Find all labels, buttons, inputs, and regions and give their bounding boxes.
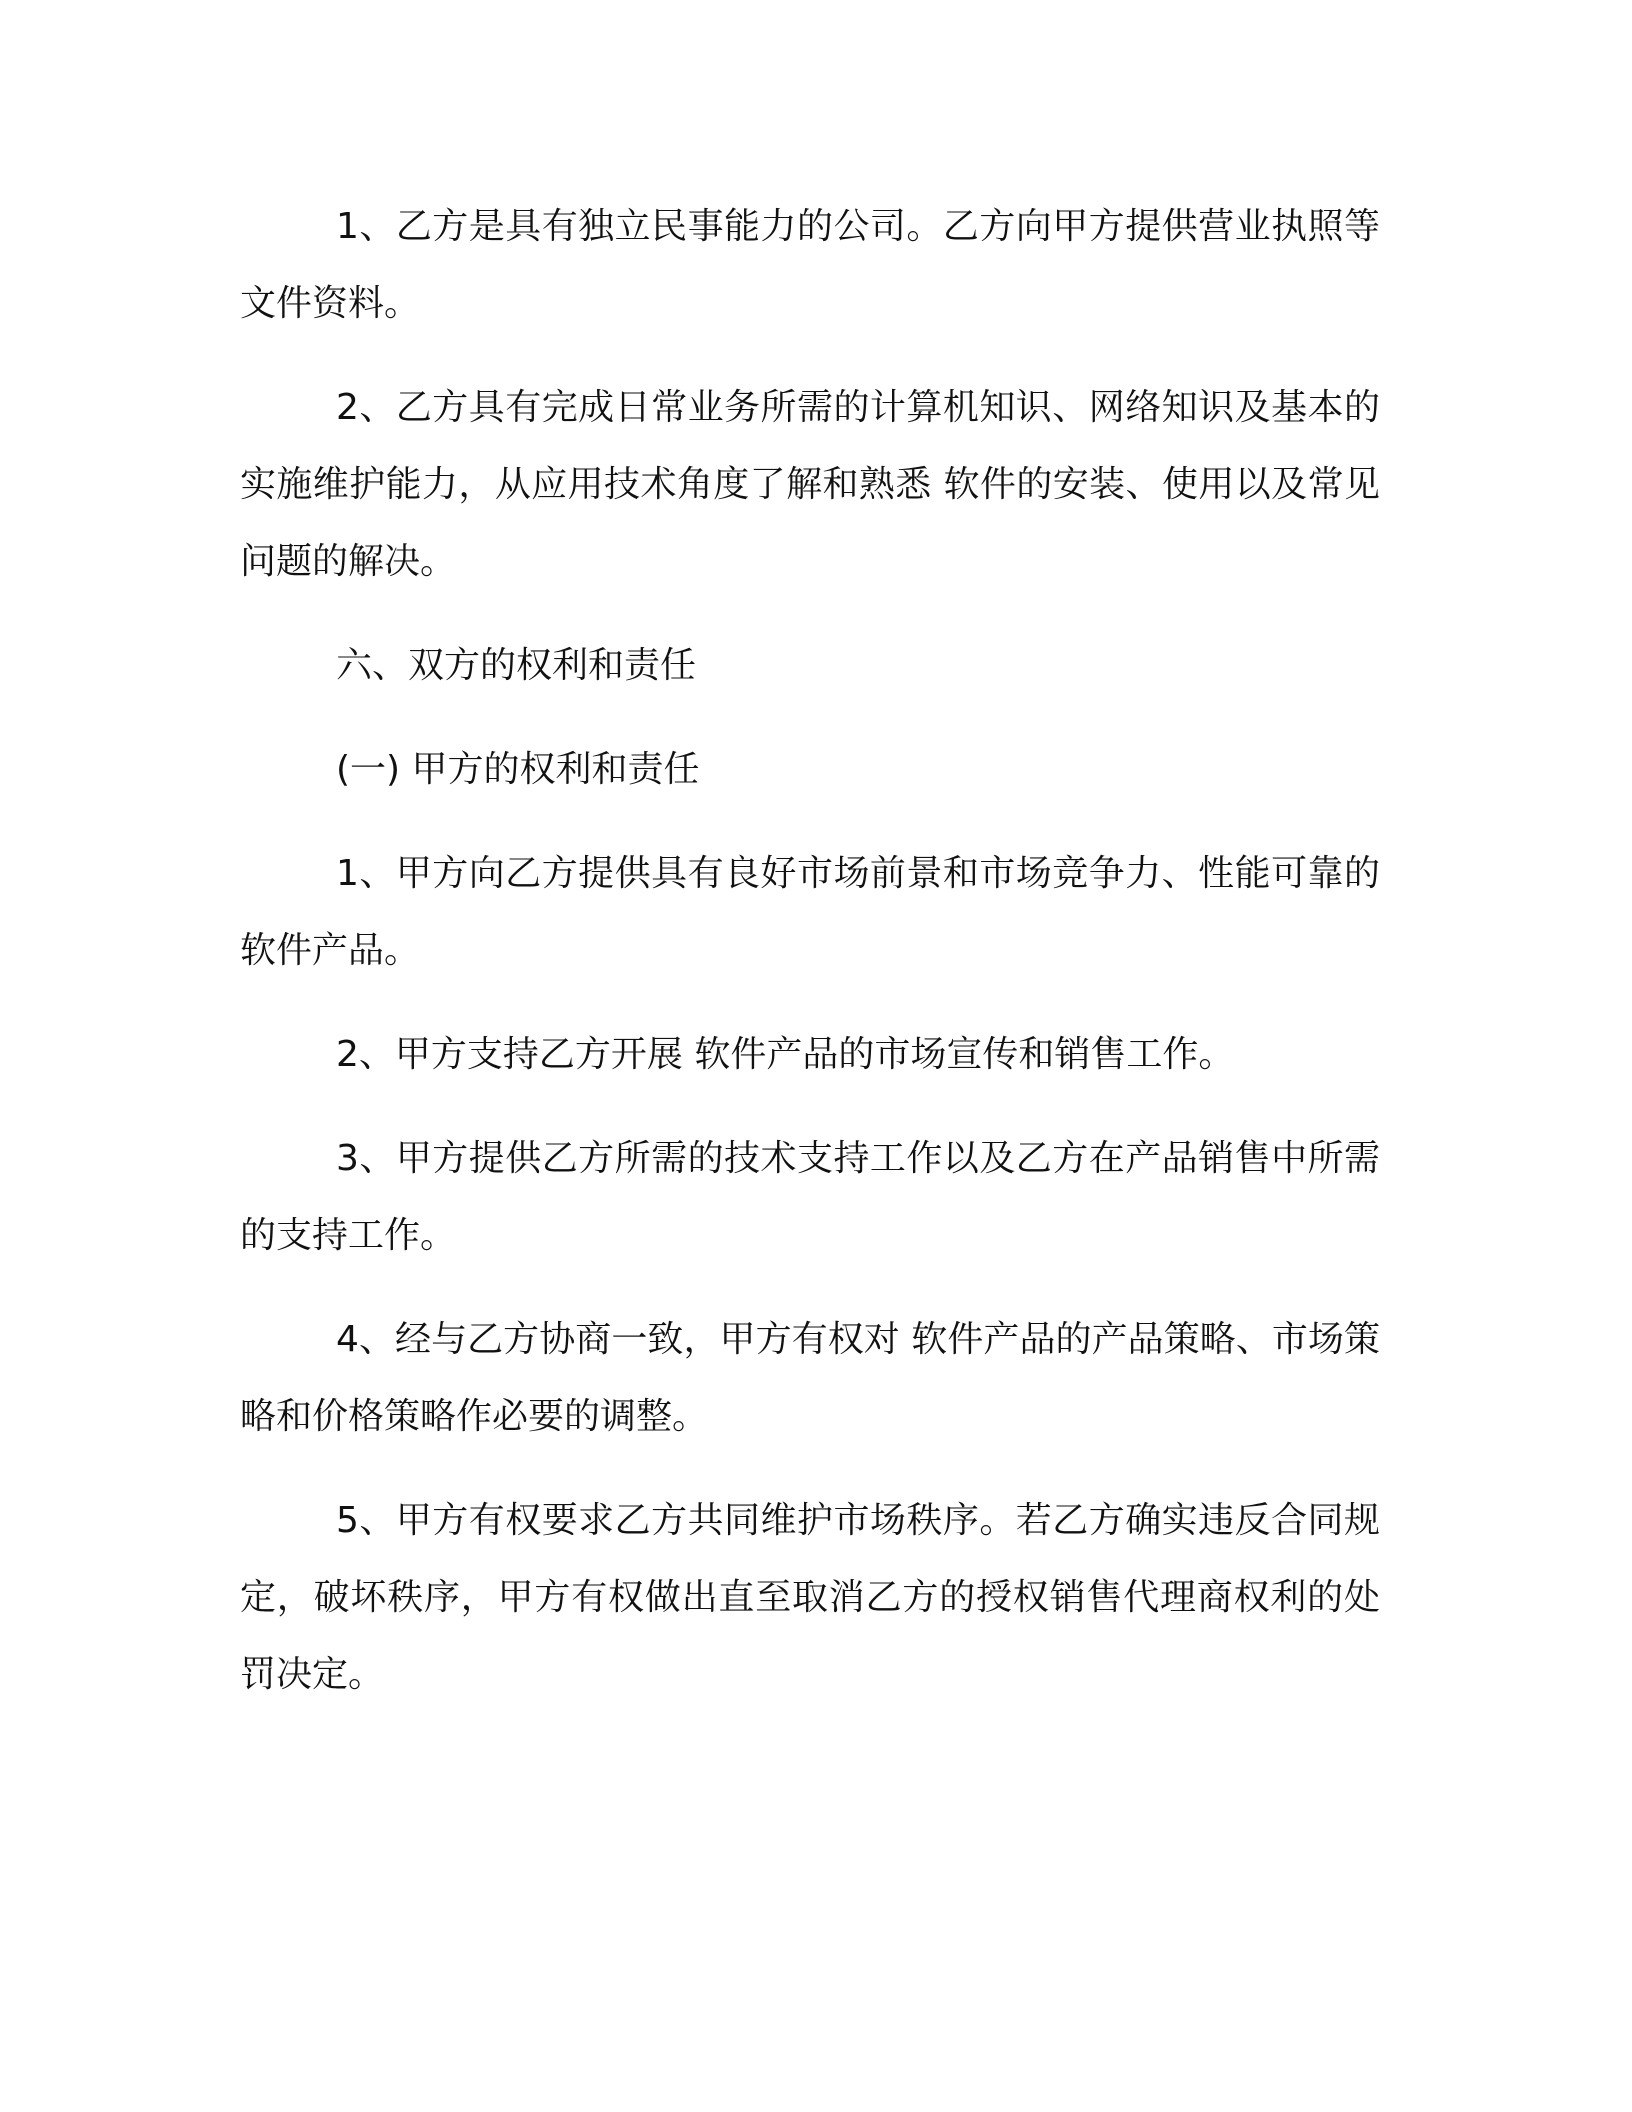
document-body <box>240 188 1380 1740</box>
paragraph-2: 2、乙方具有完成日常业务所需的计算机知识、网络知识及基本的实施维护能力，从应用技术角度了解和熟悉 软件的安装、使用以及常见问题的解决。 <box>240 387 1380 582</box>
paragraph-4: 2、甲方支持乙方开展 软件产品的市场宣传和销售工作。 <box>336 1034 1235 1075</box>
paragraph-5: 3、甲方提供乙方所需的技术支持工作以及乙方在产品销售中所需的支持工作。 <box>240 1138 1380 1256</box>
section-heading: 六、双方的权利和责任 <box>336 645 697 686</box>
paragraph-1: 1、乙方是具有独立民事能力的公司。乙方向甲方提供营业执照等文件资料。 <box>240 206 1380 324</box>
paragraph-3: 1、甲方向乙方提供具有良好市场前景和市场竞争力、性能可靠的 软件产品。 <box>240 853 1380 971</box>
subsection-heading: (一) 甲方的权利和责任 <box>336 749 700 790</box>
paragraph-7: 5、甲方有权要求乙方共同维护市场秩序。若乙方确实违反合同规定，破坏秩序，甲方有权做出直至取消乙方的授权销售代理商权利的处罚决定。 <box>240 1500 1380 1695</box>
paragraph-6: 4、经与乙方协商一致，甲方有权对 软件产品的产品策略、市场策略和价格策略作必要的调整。 <box>240 1319 1380 1437</box>
